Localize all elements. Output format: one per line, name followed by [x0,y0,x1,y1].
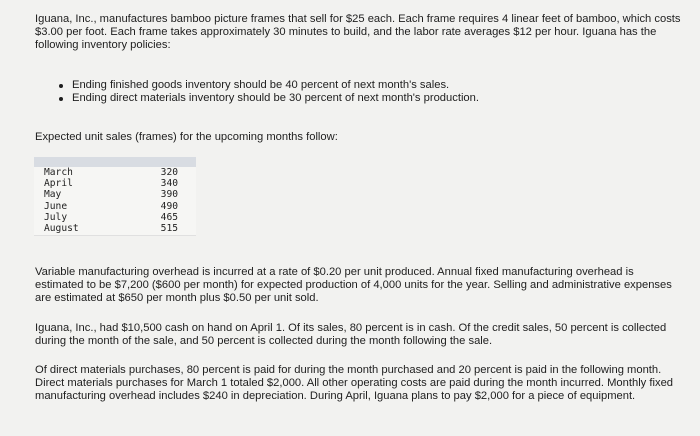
overhead-paragraph: Variable manufacturing overhead is incurred at a rate of $0.20 per unit produced. Annual fixed manufacturing overhead is estimated to be $7,200 ($600 per month) for expected production of 4,000 units for the year. Selling and administrative expenses are estimated at $650 per month plus $0.50 per unit sold. [35,266,672,305]
table-row [34,223,196,236]
expected-sales-table [34,157,196,236]
units-cell: 320 [160,167,178,178]
inventory-policies-list [58,79,479,105]
table-row [34,167,196,178]
units-cell: 465 [160,211,178,223]
table-row [34,201,196,212]
table-row [34,178,196,189]
units-cell: 490 [160,200,178,212]
month-cell: August [34,223,124,236]
table-row [34,212,196,223]
month-cell: April [44,178,73,190]
month-cell: June [44,200,68,212]
month-cell: July [44,211,68,223]
units-cell: 390 [160,189,178,201]
units-cell: 340 [160,178,178,190]
units-cell: 515 [124,223,196,236]
expected-sales-label: Expected unit sales (frames) for the upcoming months follow: [35,131,338,143]
cash-paragraph: Iguana, Inc., had $10,500 cash on hand on April 1. Of its sales, 80 percent is in cash. Of the credit sales, 50 percent is collected during the month of the sale, and 50 percent is collected during the month following the sale. [35,322,667,348]
policy-direct-materials: Ending direct materials inventory should be 30 percent of next month's production. [58,92,479,105]
intro-paragraph: Iguana, Inc., manufactures bamboo picture frames that sell for $25 each. Each frame requires 4 linear feet of bamboo, which costs $3.00 per foot. Each frame takes approximately 30 minutes to build, and the labor rate averages $12 per hour. Iguana has the following inventory policies: [35,13,681,52]
table-row [34,189,196,200]
table-header-band [34,157,196,167]
month-cell: May [44,189,62,201]
policy-finished-goods: Ending finished goods inventory should be 40 percent of next month's sales. [58,79,479,92]
month-cell: March [44,167,73,178]
purchases-paragraph: Of direct materials purchases, 80 percent is paid for during the month purchased and 20 percent is paid in the following month. Direct materials purchases for March 1 totaled $2,000. All other operating costs are paid during the month incurred. Monthly fixed manufacturing overhead includes $240 in depreciation. During April, Iguana plans to pay $2,000 for a piece of equipment. [35,364,674,403]
